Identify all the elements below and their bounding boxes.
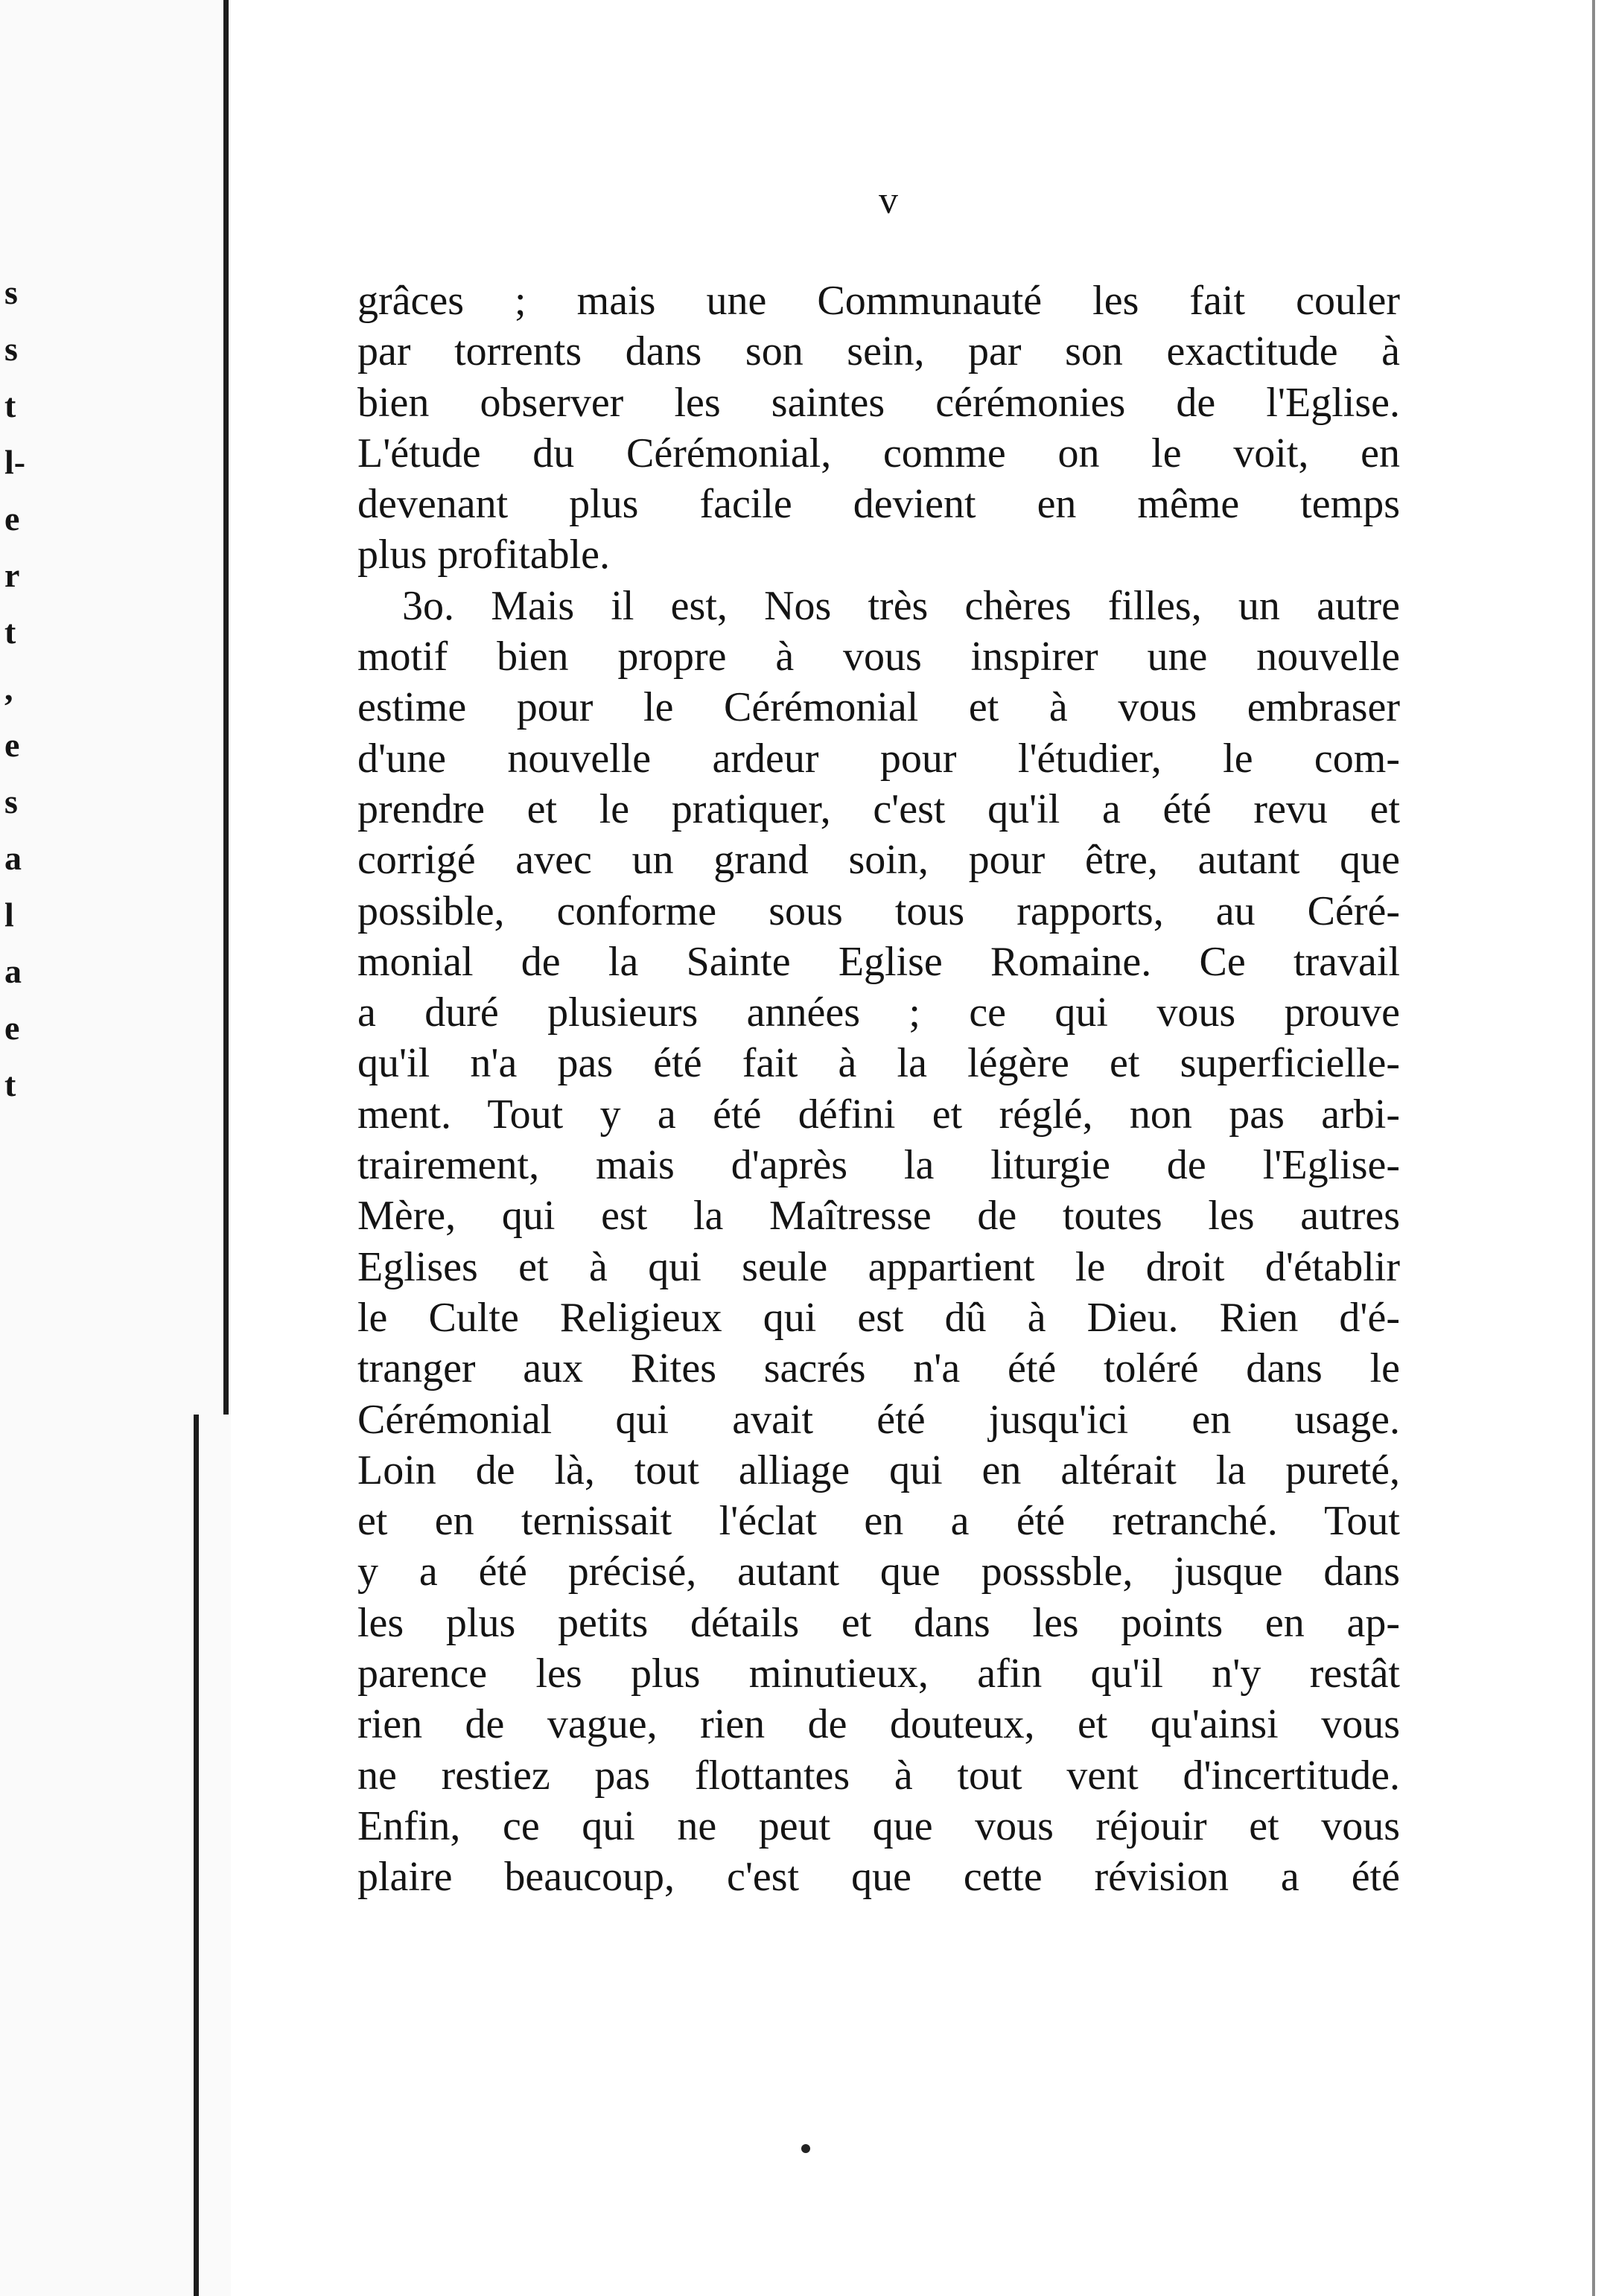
binding-gutter-line: [223, 0, 229, 1415]
text-line: rien de vague, rien de douteux, et qu'ainsi vous: [357, 1701, 1400, 1748]
text-line: trairement, mais d'après la liturgie de l'Eglise-: [357, 1142, 1400, 1189]
text-line: qu'il n'a pas été fait à la légère et superficielle-: [357, 1040, 1400, 1087]
text-line: y a été précisé, autant que posssble, jusque dans: [357, 1549, 1400, 1595]
text-line: estime pour le Cérémonial et à vous embraser: [357, 684, 1400, 731]
text-line: prendre et le pratiquer, c'est qu'il a été revu et: [357, 785, 1400, 832]
text-line: possible, conforme sous tous rapports, au Céré-: [357, 887, 1400, 934]
margin-fragment: a: [4, 952, 22, 990]
margin-fragment: t: [4, 386, 16, 424]
text-line: et en ternissait l'éclat en a été retranché. Tout: [357, 1498, 1400, 1545]
text-line: Enfin, ce qui ne peut que vous réjouir et vous: [357, 1802, 1400, 1849]
margin-fragment: s: [4, 330, 18, 368]
text-line: le Culte Religieux qui est dû à Dieu. Rien d'é-: [357, 1294, 1400, 1341]
margin-fragment: a: [4, 839, 22, 877]
margin-fragment: t: [4, 1065, 16, 1103]
footer-mark: [801, 2144, 810, 2153]
text-line: Mère, qui est la Maîtresse de toutes les autres: [357, 1193, 1400, 1240]
text-line: devenant plus facile devient en même temps: [357, 481, 1400, 528]
text-line: Cérémonial qui avait été jusqu'ici en usage.: [357, 1396, 1400, 1443]
text-line: ment. Tout y a été défini et réglé, non pas arbi-: [357, 1091, 1400, 1138]
margin-fragment: e: [4, 500, 20, 538]
text-line: plus profitable.: [357, 532, 611, 578]
body-text: [357, 275, 1400, 1903]
paragraph-start-line: 3o. Mais il est, Nos très chères filles, un autre: [402, 582, 1400, 629]
page-right-edge: [1592, 0, 1595, 2296]
text-line: bien observer les saintes cérémonies de l'Eglise.: [357, 379, 1400, 426]
margin-fragment: s: [4, 782, 18, 820]
text-line: les plus petits détails et dans les points en ap-: [357, 1599, 1400, 1646]
facing-page-fragments: [0, 264, 30, 1113]
margin-fragment: ,: [4, 669, 13, 707]
text-line: Eglises et à qui seule appartient le droit d'établir: [357, 1243, 1400, 1290]
margin-fragment: s: [4, 273, 18, 311]
text-line: grâces ; mais une Communauté les fait couler: [357, 278, 1400, 324]
binding-gutter-line-lower: [194, 1415, 199, 2296]
margin-fragment: e: [4, 726, 20, 764]
text-line: parence les plus minutieux, afin qu'il n'y restât: [357, 1651, 1400, 1697]
margin-fragment: t: [4, 613, 16, 651]
text-line: ne restiez pas flottantes à tout vent d'incertitude.: [357, 1752, 1400, 1799]
margin-fragment: l-: [4, 443, 26, 481]
text-line: L'étude du Cérémonial, comme on le voit, en: [357, 430, 1400, 476]
text-line: tranger aux Rites sacrés n'a été toléré dans le: [357, 1345, 1400, 1392]
page-number: v: [879, 179, 898, 222]
text-line: Loin de là, tout alliage qui en altérait la pureté,: [357, 1447, 1400, 1493]
text-line: plaire beaucoup, c'est que cette révision a été: [357, 1854, 1400, 1901]
margin-fragment: l: [4, 896, 14, 934]
text-line: a duré plusieurs années ; ce qui vous prouve: [357, 989, 1400, 1036]
text-line: d'une nouvelle ardeur pour l'étudier, le com-: [357, 735, 1400, 782]
text-line: monial de la Sainte Eglise Romaine. Ce travail: [357, 938, 1400, 985]
margin-fragment: r: [4, 556, 20, 594]
text-line: motif bien propre à vous inspirer une nouvelle: [357, 634, 1400, 680]
margin-fragment: e: [4, 1009, 20, 1047]
text-line: par torrents dans son sein, par son exactitude à: [357, 328, 1400, 375]
text-line: corrigé avec un grand soin, pour être, autant que: [357, 837, 1400, 884]
